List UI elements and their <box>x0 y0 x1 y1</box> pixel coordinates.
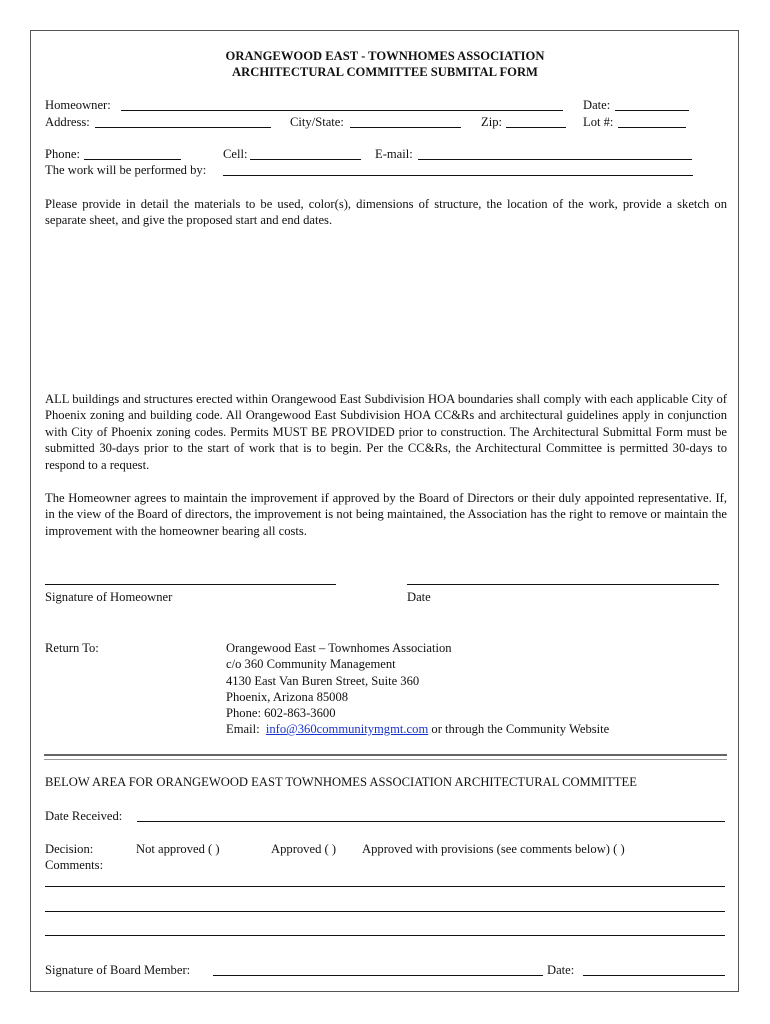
return-address-line2: c/o 360 Community Management <box>226 657 396 671</box>
section-divider <box>44 754 727 760</box>
return-email-suffix: or through the Community Website <box>428 722 610 736</box>
work-by-label: The work will be performed by: <box>45 163 207 177</box>
city-state-label: City/State: <box>290 115 344 129</box>
maintenance-text: The Homeowner agrees to maintain the improvement if approved by the Board of Directors or their duly appointed representative. If, in the view of the Board of directors, the improvement is not being maintained, the Association has the right to remove or maintain the improvement with the homeowner bearing all costs. <box>45 491 727 538</box>
comments-line-2[interactable] <box>45 911 725 912</box>
board-signature-label: Signature of Board Member: <box>45 963 191 977</box>
board-date-field[interactable] <box>583 975 725 976</box>
zip-field[interactable] <box>506 127 566 128</box>
address-label: Address: <box>45 115 90 129</box>
return-address-line3: 4130 East Van Buren Street, Suite 360 <box>226 674 420 688</box>
homeowner-signature-label: Signature of Homeowner <box>45 590 173 604</box>
instructions-text: Please provide in detail the materials to be used, color(s), dimensions of structure, the location of the work, provide a sketch on separate sheet, and give the proposed start and end dates. <box>45 197 727 228</box>
return-address-line4: Phoenix, Arizona 85008 <box>226 690 349 704</box>
homeowner-field[interactable] <box>121 110 563 111</box>
homeowner-signature-line[interactable] <box>45 584 336 585</box>
cell-label: Cell: <box>223 147 248 161</box>
comments-line-1[interactable] <box>45 886 725 887</box>
work-description-area[interactable] <box>45 236 727 386</box>
board-signature-line[interactable] <box>213 975 543 976</box>
form-title-line1: ORANGEWOOD EAST - TOWNHOMES ASSOCIATION <box>225 49 545 63</box>
date-received-label: Date Received: <box>45 809 123 823</box>
phone-label: Phone: <box>45 147 80 161</box>
return-phone: Phone: 602-863-3600 <box>226 706 336 720</box>
committee-heading: BELOW AREA FOR ORANGEWOOD EAST TOWNHOMES ASSOCIATION ARCHITECTURAL COMMITTEE <box>45 775 637 789</box>
signature-date-label: Date <box>407 590 431 604</box>
lot-field[interactable] <box>618 127 686 128</box>
compliance-text: ALL buildings and structures erected within Orangewood East Subdivision HOA boundaries shall comply with each applicable City of Phoenix zoning and building code. All Orangewood East Subdivision HOA CC&Rs and architectural guidelines apply in conjunction with City of Phoenix zoning codes. Permits MUST BE PROVIDED prior to construction. The Architectural Submittal Form must be submitted 30-days prior to the start of work that is to begin. Per the CC&Rs, the Architectural Committee is permitted 30-days to respond to a request. <box>45 392 727 472</box>
decision-label: Decision: <box>45 842 94 856</box>
board-date-label: Date: <box>547 963 575 977</box>
approved-option[interactable]: Approved ( ) <box>271 842 337 856</box>
cell-field[interactable] <box>250 159 361 160</box>
form-title-line2: ARCHITECTURAL COMMITTEE SUBMITAL FORM <box>232 65 538 79</box>
return-email-prefix: Email: <box>226 722 266 736</box>
address-field[interactable] <box>95 127 271 128</box>
approved-with-provisions-option[interactable]: Approved with provisions (see comments below) ( ) <box>362 842 625 856</box>
date-received-field[interactable] <box>137 821 725 822</box>
email-label: E-mail: <box>375 147 413 161</box>
zip-label: Zip: <box>481 115 502 129</box>
homeowner-label: Homeowner: <box>45 98 111 112</box>
email-field[interactable] <box>418 159 692 160</box>
phone-field[interactable] <box>84 159 181 160</box>
comments-line-3[interactable] <box>45 935 725 936</box>
date-label: Date: <box>583 98 611 112</box>
signature-date-line[interactable] <box>407 584 719 585</box>
lot-label: Lot #: <box>583 115 614 129</box>
work-by-field[interactable] <box>223 175 693 176</box>
return-email-link[interactable]: info@360communitymgmt.com <box>265 722 429 736</box>
comments-label: Comments: <box>45 858 104 872</box>
city-state-field[interactable] <box>350 127 461 128</box>
return-to-label: Return To: <box>45 641 99 655</box>
date-field[interactable] <box>615 110 689 111</box>
return-email-line <box>226 721 609 737</box>
return-address-line1: Orangewood East – Townhomes Association <box>226 641 452 655</box>
not-approved-option[interactable]: Not approved ( ) <box>136 842 220 856</box>
